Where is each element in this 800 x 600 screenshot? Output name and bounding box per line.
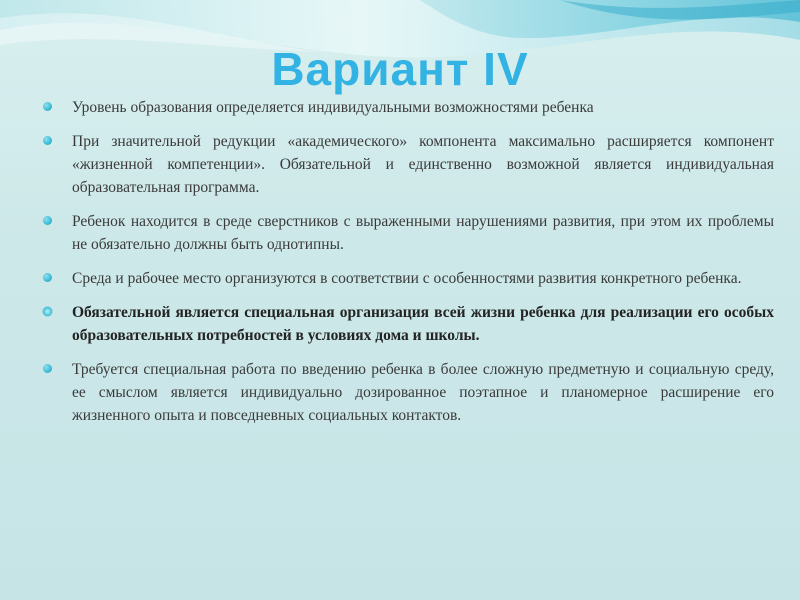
bullet-sparkle-icon (42, 306, 53, 317)
bullet-text: Ребенок находится в среде сверстников с выраженными нарушениями развития, при этом их проблемы не обязательно должны быть однотипны. (72, 213, 774, 253)
bullet-item (40, 358, 774, 427)
bullet-item (40, 210, 774, 256)
bullet-item (40, 267, 774, 290)
bullet-list (40, 96, 774, 438)
bullet-text: Уровень образования определяется индивидуальными возможностями ребенка (72, 99, 594, 116)
slide-title: Вариант IV (271, 43, 529, 95)
bullet-dot-icon (43, 136, 52, 145)
bullet-dot-icon (43, 364, 52, 373)
bullet-text: Требуется специальная работа по введению ребенка в более сложную предметную и социальную среду, ее смыслом является индивидуально дозированное поэтапное и планомерное расширение его жизненного опыта и повседневных социальных контактов. (72, 361, 774, 424)
bullet-item (40, 96, 774, 119)
bullet-item-emphasized (40, 301, 774, 347)
bullet-dot-icon (43, 102, 52, 111)
bullet-text: При значительной редукции «академического» компонента максимально расширяется компонент «жизненной компетенции». Обязательной и единственно возможной является индивидуальная образовательная программа. (72, 133, 774, 196)
bullet-dot-icon (43, 273, 52, 282)
bullet-item (40, 130, 774, 199)
bullet-text: Среда и рабочее место организуются в соответствии с особенностями развития конкретного ребенка. (72, 270, 742, 287)
bullet-text: Обязательной является специальная организация всей жизни ребенка для реализации его особых образовательных потребностей в условиях дома и школы. (72, 304, 774, 344)
bullet-dot-icon (43, 216, 52, 225)
